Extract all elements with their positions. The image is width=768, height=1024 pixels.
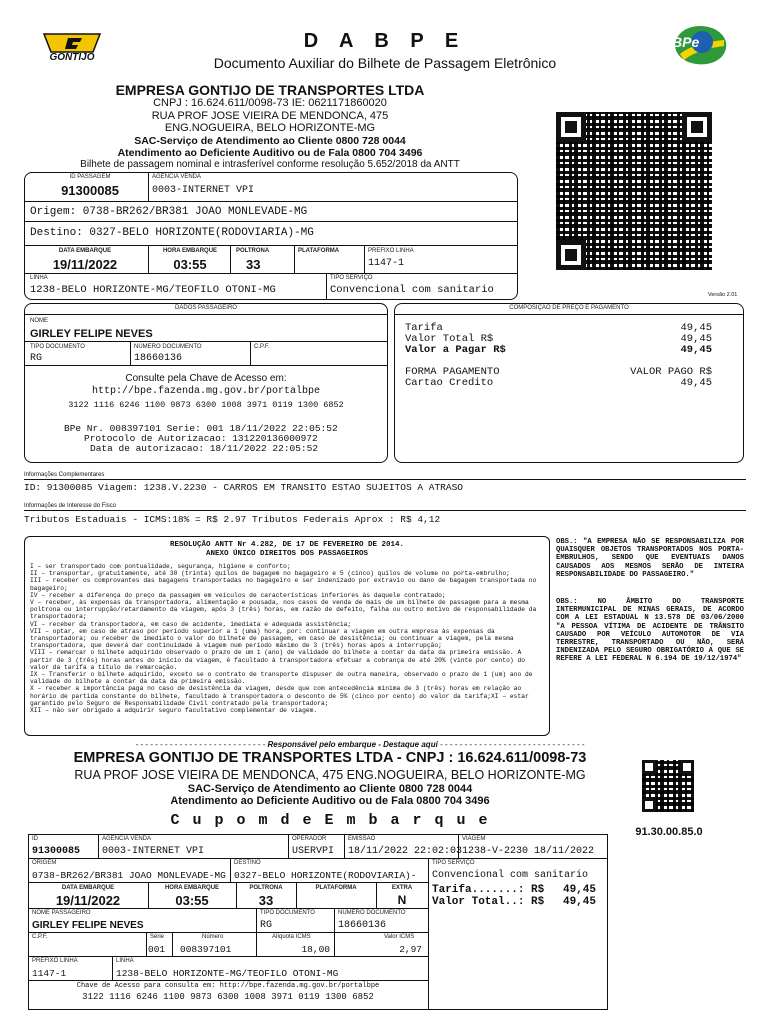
coupon-icms-rate-label: Alíquota ICMS <box>272 934 311 940</box>
tax-text: Tributos Estaduais - ICMS:18% = R$ 2.97 Tributos Federais Aprox : R$ 4,12 <box>24 514 441 525</box>
coupon-name-label: NOME PASSAGEIRO <box>32 910 91 916</box>
coupon-agency: 0003-INTERNET VPI <box>102 846 205 857</box>
coupon-time: 03:55 <box>175 893 209 908</box>
paid-label: VALOR PAGO R$ <box>630 366 712 378</box>
coupon-doc-type: RG <box>260 920 273 931</box>
coupon-agency-label: AGÊNCIA VENDA <box>102 836 152 842</box>
to-pay-value: 49,45 <box>680 344 712 356</box>
service-label: TIPO SERVIÇO <box>330 275 373 281</box>
coupon-sac: SAC-Serviço de Atendimento ao Cliente 0800 728 0044 <box>187 783 473 795</box>
sac-line: SAC-Serviço de Atendimento ao Cliente 0800 728 0044 <box>134 135 406 147</box>
coupon-total: 49,45 <box>562 896 596 908</box>
coupon-number-label: Número <box>202 934 224 940</box>
company-street: RUA PROF JOSE VIEIRA DE MENDONCA, 475 <box>151 110 389 122</box>
complementary-text: ID: 91300085 Viagem: 1238.V.2230 - CARROS EM TRANSITO ESTAO SUJEITOS A ATRASO <box>24 482 463 493</box>
coupon-series: 001 <box>148 944 166 955</box>
paid-value: 49,45 <box>680 377 712 389</box>
bpe-logo <box>670 24 730 68</box>
coupon-key: 3122 1116 6246 1100 9873 6300 1008 3971 0119 1300 6852 <box>82 992 374 1002</box>
line-label: LINHA <box>30 275 48 281</box>
cut-line: - - - - - - - - - - - - - - - - - - - - - - - - - - - Responsável pelo embarque - Destaque aqui - - - - - - - - - - - - - - - - - - - - - - - - - - - - - - <box>135 740 585 749</box>
coupon-icms-rate: 18,00 <box>301 944 330 955</box>
coupon-platform-label: PLATAFORMA <box>315 885 357 891</box>
coupon-prefix-label: PREFIXO LINHA <box>32 958 78 964</box>
document-title: D A B P E <box>303 30 467 52</box>
layout-version: Versão 2.01 <box>708 292 738 298</box>
qr-code <box>556 112 712 270</box>
coupon-service-label: TIPO SERVIÇO <box>432 860 475 866</box>
line-value: 1238-BELO HORIZONTE-MG/TEOFILO OTONI-MG <box>30 284 276 296</box>
coupon-series-label: Série <box>150 934 165 940</box>
date-label: DATA EMBARQUE <box>58 248 112 254</box>
rights-title: RESOLUÇÃO ANTT Nr 4.282, DE 17 DE FEVEREIRO DE 2014. <box>169 541 405 549</box>
coupon-id-label: ID <box>32 836 38 842</box>
coupon-prefix: 1147-1 <box>32 968 67 979</box>
passenger-section: DADOS PASSAGEIRO <box>175 305 237 311</box>
obs-insurance: OBS.: NO ÂMBITO DO TRANSPORTE INTERMUNICIPAL DE MINAS GERAIS, DE ACORDO COM A LEI ESTADUAL N 13.578 DE 03/06/2000 "A PESSOA VÍTIMA DE ACIDENTE DE TRÂNSITO CAUSADO POR VEÍCULO AUTOMOTOR DE VIA TERRESTRE, TRANSPORTADO OU NÃO, SERÁ INDENIZADA PELO SEGURO OBRIGATÓRIO A QUE SE REFERE A LEI FEDERAL N 6.194 DE 19/12/1974" <box>556 598 744 664</box>
coupon-line-label: LINHA <box>116 958 134 964</box>
deaf-line: Atendimento ao Deficiente Auditivo ou de Fala 0800 704 3496 <box>117 147 423 159</box>
coupon-seat-label: POLTRONA <box>249 885 283 891</box>
time-value: 03:55 <box>173 257 207 272</box>
coupon-origin: 0738-BR262/BR381 JOAO MONLEVADE-MG <box>32 870 226 881</box>
destination-value: Destino: 0327-BELO HORIZONTE(RODOVIARIA)-MG <box>30 227 314 239</box>
coupon-operator: USERVPI <box>292 846 335 857</box>
coupon-consult: Chave de Acesso para consulta em: http://bpe.fazenda.mg.gov.br/portalbpe <box>76 982 380 990</box>
obs-objects: OBS.: "A EMPRESA NÃO SE RESPONSABILIZA POR QUAISQUER OBJETOS TRANSPORTADOS NOS PORTA-EMBRULHOS, SENDO QUE EVENTUAIS DANOS CAUSADOS AOS MESMOS SERÃO DE INTEIRA RESPONSABILIDADE DO PASSAGEIRO." <box>556 538 744 579</box>
platform-label: PLATAFORMA <box>298 248 340 254</box>
origin-value: Origem: 0738-BR262/BR381 JOAO MONLEVADE-MG <box>30 206 308 218</box>
tax-label: Informações de Interesse do Fisco <box>24 503 117 509</box>
service-value: Convencional com sanitario <box>330 284 494 296</box>
coupon-date: 19/11/2022 <box>55 893 121 908</box>
complementary-label: Informações Complementares <box>24 472 105 478</box>
passenger-name: GIRLEY FELIPE NEVES <box>30 328 153 340</box>
coupon-total-label: Valor Total..: R$ <box>432 896 545 908</box>
coupon-address: RUA PROF JOSE VIEIRA DE MENDONCA, 475 ENG.NOGUEIRA, BELO HORIZONTE-MG <box>74 768 586 782</box>
cut-line-text: Responsável pelo embarque - Destaque aqui <box>267 740 438 749</box>
cpf-label: C.P.F. <box>254 344 270 350</box>
document-subtitle: Documento Auxiliar do Bilhete de Passagem Eletrônico <box>213 55 557 71</box>
coupon-name: GIRLEY FELIPE NEVES <box>32 920 144 931</box>
coupon-dest-label: DESTINO <box>234 860 261 866</box>
coupon-icms-value-label: Valor ICMS <box>384 934 415 940</box>
coupon-qr-code <box>642 760 694 812</box>
fare-value: 49,45 <box>680 322 712 334</box>
prefix-value: 1147-1 <box>368 258 405 269</box>
coupon-number: 008397101 <box>180 944 232 955</box>
coupon-company: EMPRESA GONTIJO DE TRANSPORTES LTDA - CNPJ : 16.624.611/0098-73 <box>73 750 587 766</box>
total-value: 49,45 <box>680 333 712 345</box>
doc-number-label: NÚMERO DOCUMENTO <box>134 344 202 350</box>
coupon-operator-label: OPERADOR <box>292 836 327 842</box>
coupon-doc-type-label: TIPO DOCUMENTO <box>260 910 315 916</box>
brand-name: GONTIJO <box>49 52 95 63</box>
ticket-id: 91300085 <box>61 183 119 198</box>
rights-subtitle: ANEXO ÚNICO DIREITOS DOS PASSAGEIROS <box>205 550 369 558</box>
coupon-cpf-label: C.P.F. <box>32 934 48 940</box>
coupon-line: 1238-BELO HORIZONTE-MG/TEOFILO OTONI-MG <box>116 968 339 979</box>
coupon-fare: 49,45 <box>562 884 596 896</box>
protocol-line: Protocolo de Autorizacao: 131220136000972 <box>84 433 318 444</box>
bpe-number-line: BPe Nr. 008397101 Serie: 001 18/11/2022 22:05:52 <box>64 423 338 434</box>
coupon-trip-label: VIAGEM <box>462 836 486 842</box>
date-value: 19/11/2022 <box>52 257 118 272</box>
ticket-notice: Bilhete de passagem nominal e intrasferível conforme resolução 5.652/2018 da ANTT <box>80 159 460 170</box>
coupon-icms-value: 2,97 <box>399 944 422 955</box>
payment-method-label: FORMA PAGAMENTO <box>405 366 500 378</box>
bpe-logo-text: BPe <box>672 34 700 50</box>
coupon-emission: 18/11/2022 22:02:03 <box>348 846 463 857</box>
fare-label: Tarifa <box>405 322 443 334</box>
rights-body: I – ser transportado com pontualidade, segurança, higiene e conforto; II – transportar, gratuitamente, até 30 (trinta) quilos de bagagem no bagageiro e 5 (cinco) quilos de volume no porta-embrulho; III – receber os comprovantes das bagagens transportadas no bagageiro e ser indenizado por extravio ou dano de bagagem transportada no bagageiro; IV – receber a diferença do preço da passagem em veículos de características inferiores às daquele contratado; V – receber, às expensas da transportadora, alimentação e pousada, nos casos de venda de mais de um bilhete de passagem para a mesma poltrona ou interrupção/retardamento da viagem, após 3 (três) horas, em razão de defeito, falha ou outro motivo de responsabilidade da transportadora; VI – receber da transportadora, em caso de acidente, imediata e adequada assistência; VII – optar, em caso de atraso por período superior a 1 (uma) hora, por: continuar a viagem em outra empresa às expensas da transportadora; ou receber de imediato o valor do bilhete de passagem, em caso de desistência; ou continuar a viagem, pela mesma transportadora, que deverá dar continuidade à viagem num período máximo de 3 (três) horas após a interrupção; VIII – remarcar o bilhete adquirido observado o prazo de um 1 (ano) de validade do bilhete a contar da data da primeira emissão. A partir de 3 (três) horas antes do início da viagem, é facultado à transportadora efetuar a cobrança de até 20% (vinte por cento) do valor da tarifa a título de remarcação. IX – Transferir o bilhete adquirido, exceto se o contrato de transporte dispuser de outra maneira, observado o prazo de 1 (um) ano de validade do bilhete a contar da data da primeira emissão. X – receber a importância paga no caso de desistência da viagem, desde que com antecedência mínima de 3 (três) horas em relação ao horário de partida constante do bilhete, facultado à transportadora o desconto de 5% (cinco por cento) do valor da tarifa;XI – estar garantido pelo Seguro de Responsabilidade Civil contratado pela transportadora; XII – não ser obrigado a adquirir seguro facultativo complementar de viagem. <box>30 563 537 715</box>
consult-text: Consulte pela Chave de Acesso em: <box>125 373 287 384</box>
coupon-extra: N <box>397 893 407 907</box>
coupon-code: 91.30.00.85.0 <box>635 826 703 838</box>
seat-value: 33 <box>246 257 261 272</box>
id-label: ID PASSAGEM <box>69 174 111 180</box>
coupon-emission-label: EMISSÃO <box>348 836 376 842</box>
payment-method-value: Cartao Credito <box>405 377 494 389</box>
coupon-service: Convencional com sanitario <box>432 870 589 881</box>
coupon-origin-label: ORIGEM <box>32 860 57 866</box>
company-cnpj-ie: CNPJ : 16.624.611/0098-73 IE: 0621171860020 <box>153 97 387 109</box>
doc-type-value: RG <box>30 353 43 364</box>
coupon-doc-number: 18660136 <box>338 920 387 931</box>
agency-value: 0003-INTERNET VPI <box>152 185 255 196</box>
coupon-trip: 1238-V-2230 18/11/2022 <box>462 846 595 857</box>
access-key: 3122 1116 6246 1100 9873 6300 1008 3971 0119 1300 6852 <box>68 400 344 410</box>
pricing-section: COMPOSIÇÃO DE PREÇO E PAGAMENTO <box>509 305 629 311</box>
coupon-extra-label: EXTRA <box>391 885 413 891</box>
coupon-doc-number-label: NÚMERO DOCUMENTO <box>338 910 406 916</box>
coupon-seat: 33 <box>258 893 274 908</box>
coupon-deaf: Atendimento ao Deficiente Auditivo ou de Fala 0800 704 3496 <box>170 795 490 807</box>
coupon-title: C u p o m d e E m b a r q u e <box>170 812 490 829</box>
consult-url[interactable]: http://bpe.fazenda.mg.gov.br/portalbpe <box>91 386 321 397</box>
time-label: HORA EMBARQUE <box>162 248 218 254</box>
coupon-id: 91300085 <box>32 846 81 857</box>
prefix-label: PREFIXO LINHA <box>368 248 414 254</box>
coupon-time-label: HORA EMBARQUE <box>164 885 220 891</box>
seat-label: POLTRONA <box>236 248 270 254</box>
to-pay-label: Valor a Pagar R$ <box>405 344 506 356</box>
agency-label: AGÊNCIA VENDA <box>152 174 202 180</box>
coupon-dest: 0327-BELO HORIZONTE(RODOVIARIA)- <box>234 870 417 881</box>
coupon-date-label: DATA EMBARQUE <box>61 885 115 891</box>
coupon-fare-label: Tarifa.......: R$ <box>432 884 545 896</box>
doc-number-value: 18660136 <box>134 353 183 364</box>
company-district: ENG.NOGUEIRA, BELO HORIZONTE-MG <box>164 122 376 134</box>
auth-date-line: Data de autorizacao: 18/11/2022 22:05:52 <box>90 443 319 454</box>
doc-type-label: TIPO DOCUMENTO <box>30 344 85 350</box>
company-name: EMPRESA GONTIJO DE TRANSPORTES LTDA <box>115 82 425 98</box>
name-label: NOME <box>30 318 48 324</box>
total-label: Valor Total R$ <box>405 333 494 345</box>
